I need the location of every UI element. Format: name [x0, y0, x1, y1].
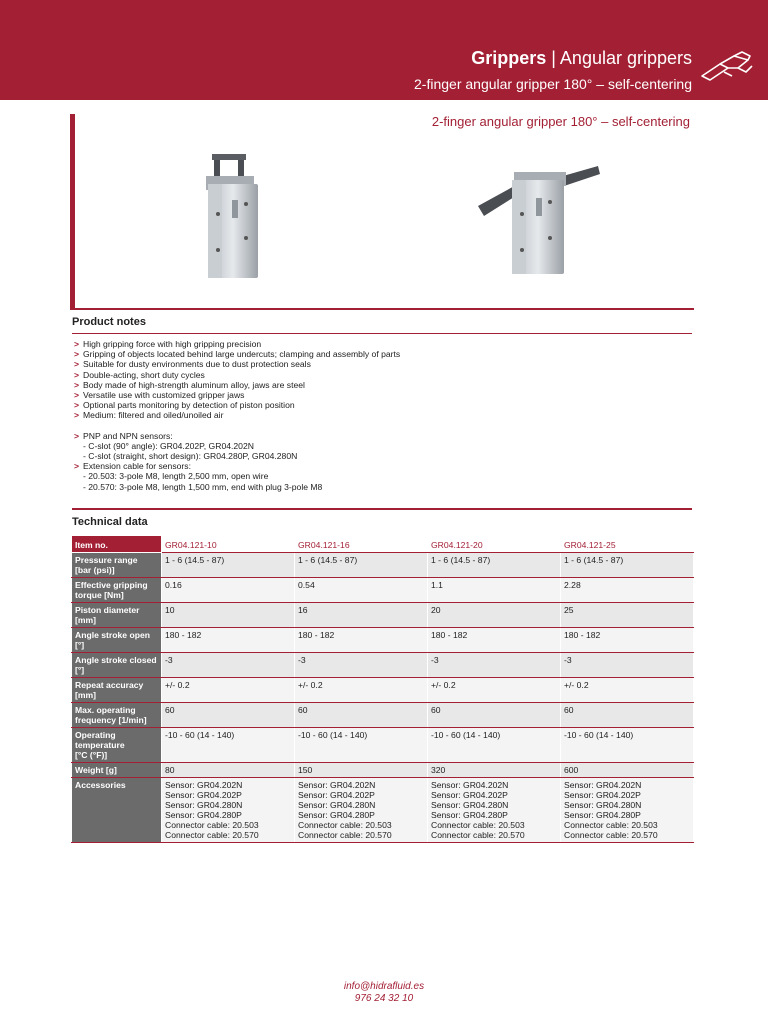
table-cell: 1.1 [428, 578, 561, 603]
footer-phone: 976 24 32 10 [354, 993, 414, 1004]
note-bullet [74, 461, 674, 471]
note-text: - C-slot (90° angle): GR04.202P, GR04.202N [83, 440, 254, 451]
table-cell: 60 [162, 703, 295, 728]
table-cell: -10 - 60 (14 - 140) [162, 728, 295, 763]
row-label: Angle stroke closed [°] [72, 653, 162, 678]
table-cell: -10 - 60 (14 - 140) [295, 728, 428, 763]
row-label: Pressure range [bar (psi)] [72, 553, 162, 578]
header-title-bold: Grippers [471, 48, 547, 68]
note-bullet [74, 370, 674, 380]
note-sub-item [74, 451, 674, 461]
gripper-open-image [474, 158, 604, 278]
tech-heading: Technical data [72, 516, 148, 528]
page-header [0, 0, 768, 100]
table-cell: -3 [561, 653, 694, 678]
note-text: - 20.503: 3-pole M8, length 2,500 mm, open wire [83, 471, 269, 482]
bullet-marker-icon: > [74, 400, 80, 411]
note-sub-item [74, 471, 674, 481]
bullet-marker-icon: > [74, 430, 80, 441]
technical-data-table [71, 535, 694, 843]
table-cell: Sensor: GR04.202N Sensor: GR04.202P Sensor: GR04.280N Sensor: GR04.280P Connector cable: 20.503 Connector cable: 20.570 [295, 778, 428, 843]
note-bullet [74, 410, 674, 420]
row-label: Accessories [72, 778, 162, 843]
table-cell: 600 [561, 763, 694, 778]
note-text: Suitable for dusty environments due to dust protection seals [83, 359, 311, 370]
column-header: GR04.121-25 [561, 536, 694, 553]
table-row [72, 603, 694, 628]
note-text: High gripping force with high gripping precision [83, 339, 262, 349]
table-row [72, 553, 694, 578]
bullet-marker-icon: > [74, 339, 80, 349]
row-label: Angle stroke open [°] [72, 628, 162, 653]
table-cell: -3 [162, 653, 295, 678]
notes-rule [72, 333, 692, 334]
bullet-marker-icon: > [74, 359, 80, 370]
table-cell: 60 [295, 703, 428, 728]
note-bullet [74, 380, 674, 390]
table-cell: 0.16 [162, 578, 295, 603]
row-label: Max. operating frequency [1/min] [72, 703, 162, 728]
table-cell: -10 - 60 (14 - 140) [561, 728, 694, 763]
row-label: Weight [g] [72, 763, 162, 778]
table-cell: 150 [295, 763, 428, 778]
row-label: Effective gripping torque [Nm] [72, 578, 162, 603]
header-title-rest: Angular grippers [559, 48, 692, 68]
table-cell: 1 - 6 (14.5 - 87) [561, 553, 694, 578]
table-cell: +/- 0.2 [428, 678, 561, 703]
bullet-marker-icon: > [74, 410, 80, 421]
footer-email[interactable]: info@hidrafluid.es [343, 981, 425, 992]
table-cell: 2.28 [561, 578, 694, 603]
note-bullet [74, 359, 674, 369]
table-cell: 1 - 6 (14.5 - 87) [162, 553, 295, 578]
tech-top-rule [72, 508, 692, 510]
table-row [72, 678, 694, 703]
table-cell: 80 [162, 763, 295, 778]
table-cell: Sensor: GR04.202N Sensor: GR04.202P Sensor: GR04.280N Sensor: GR04.280P Connector cable: 20.503 Connector cable: 20.570 [162, 778, 295, 843]
product-image-panel [70, 114, 694, 310]
note-bullet [74, 349, 674, 359]
table-cell: -3 [295, 653, 428, 678]
table-row [72, 578, 694, 603]
note-text: Gripping of objects located behind large undercuts; clamping and assembly of parts [83, 349, 401, 360]
note-text: Body made of high-strength aluminum alloy, jaws are steel [83, 379, 305, 390]
panel-bottom-rule [70, 308, 694, 310]
table-cell: 10 [162, 603, 295, 628]
table-cell: 60 [428, 703, 561, 728]
table-header-row [72, 536, 694, 553]
notes-spacer [74, 421, 674, 431]
table-row [72, 628, 694, 653]
table-cell: 180 - 182 [162, 628, 295, 653]
table-row [72, 703, 694, 728]
item-no-header: Item no. [72, 536, 162, 553]
table-cell: 1 - 6 (14.5 - 87) [428, 553, 561, 578]
table-row [72, 763, 694, 778]
note-sub-item [74, 482, 674, 492]
table-cell: 320 [428, 763, 561, 778]
note-text: Extension cable for sensors: [83, 461, 191, 472]
note-bullet [74, 339, 674, 349]
gripper-closed-image [198, 154, 268, 282]
note-bullet [74, 400, 674, 410]
bullet-marker-icon: > [74, 461, 80, 472]
gripper-icon [698, 50, 754, 82]
table-cell: 180 - 182 [295, 628, 428, 653]
note-bullet [74, 390, 674, 400]
column-header: GR04.121-10 [162, 536, 295, 553]
table-cell: +/- 0.2 [162, 678, 295, 703]
row-label: Repeat accuracy [mm] [72, 678, 162, 703]
header-title-sep: | [546, 48, 560, 68]
table-cell: 60 [561, 703, 694, 728]
bullet-marker-icon: > [74, 379, 80, 390]
bullet-marker-icon: > [74, 349, 80, 360]
notes-heading: Product notes [72, 316, 146, 328]
table-cell: 0.54 [295, 578, 428, 603]
note-text: PNP and NPN sensors: [83, 430, 173, 441]
note-bullet [74, 431, 674, 441]
table-row [72, 728, 694, 763]
product-caption: 2-finger angular gripper 180° – self-centering [431, 114, 690, 129]
table-cell: 16 [295, 603, 428, 628]
table-cell: +/- 0.2 [295, 678, 428, 703]
table-row [72, 653, 694, 678]
table-cell: -3 [428, 653, 561, 678]
table-cell: 1 - 6 (14.5 - 87) [295, 553, 428, 578]
table-cell: 25 [561, 603, 694, 628]
header-subtitle: 2-finger angular gripper 180° – self-centering [414, 76, 692, 92]
table-cell: +/- 0.2 [561, 678, 694, 703]
column-header: GR04.121-16 [295, 536, 428, 553]
table-cell: Sensor: GR04.202N Sensor: GR04.202P Sensor: GR04.280N Sensor: GR04.280P Connector cable: 20.503 Connector cable: 20.570 [561, 778, 694, 843]
row-label: Piston diameter [mm] [72, 603, 162, 628]
note-text: - 20.570: 3-pole M8, length 1,500 mm, end with plug 3-pole M8 [83, 481, 323, 492]
panel-accent-bar [70, 114, 75, 310]
bullet-marker-icon: > [74, 369, 80, 380]
row-label: Operating temperature [°C (°F)] [72, 728, 162, 763]
product-notes-list [74, 339, 674, 492]
table-cell: 180 - 182 [428, 628, 561, 653]
bullet-marker-icon: > [74, 390, 80, 401]
table-row [72, 778, 694, 843]
header-title [471, 48, 692, 69]
note-sub-item [74, 441, 674, 451]
table-cell: 20 [428, 603, 561, 628]
table-cell: Sensor: GR04.202N Sensor: GR04.202P Sensor: GR04.280N Sensor: GR04.280P Connector cable: 20.503 Connector cable: 20.570 [428, 778, 561, 843]
note-text: Double-acting, short duty cycles [83, 369, 205, 380]
note-text: Versatile use with customized gripper jaws [83, 390, 245, 401]
column-header: GR04.121-20 [428, 536, 561, 553]
note-text: - C-slot (straight, short design): GR04.280P, GR04.280N [83, 451, 298, 462]
table-cell: -10 - 60 (14 - 140) [428, 728, 561, 763]
note-text: Optional parts monitoring by detection of piston position [83, 400, 295, 411]
table-cell: 180 - 182 [561, 628, 694, 653]
note-text: Medium: filtered and oiled/unoiled air [83, 410, 224, 421]
